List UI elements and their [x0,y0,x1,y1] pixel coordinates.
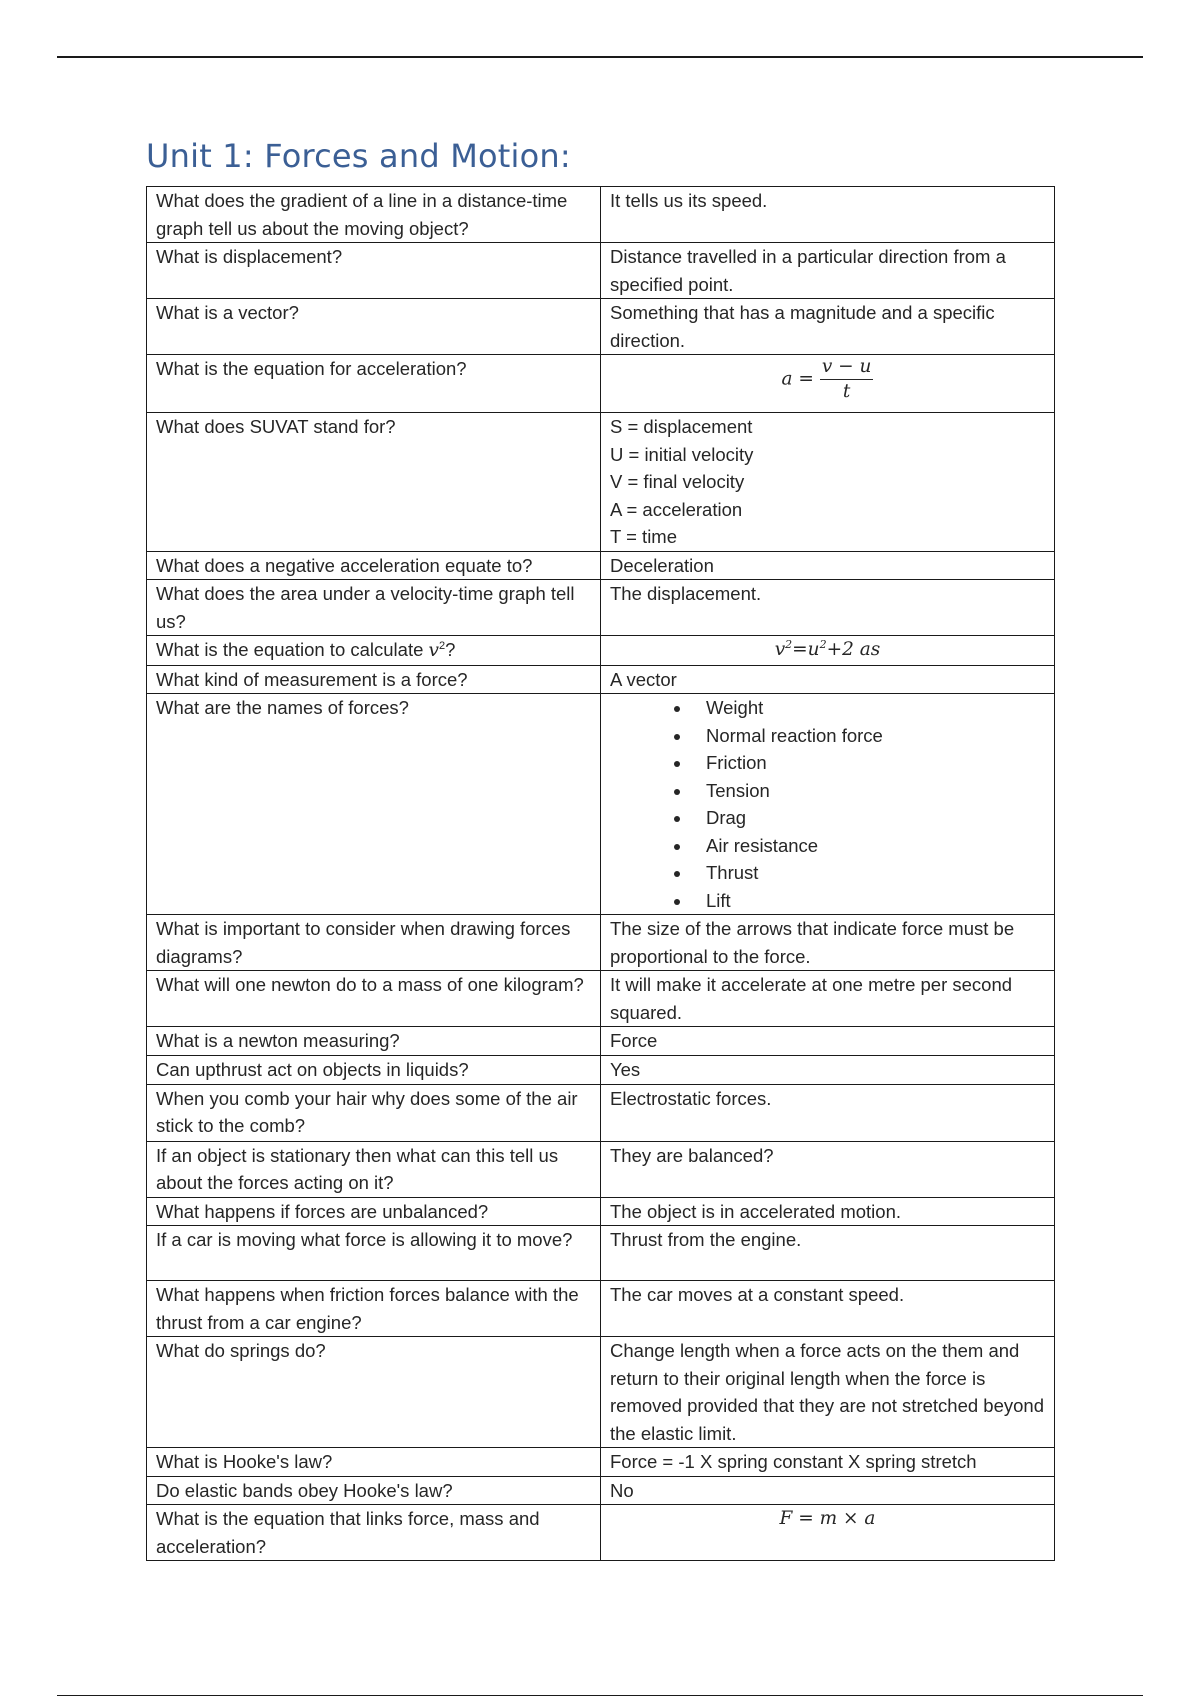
table-row [147,299,1055,355]
table-row [147,1197,1055,1226]
question-cell: What does SUVAT stand for? [147,413,601,552]
question-cell: If an object is stationary then what can this tell us about the forces acting on it? [147,1141,601,1197]
list-item: • Drag [692,804,1045,832]
suvat-line: U = initial velocity [610,443,754,465]
question-exponent: 2 [438,639,446,652]
table-row [147,355,1055,413]
list-item: • Thrust [692,859,1045,887]
question-cell: What do springs do? [147,1337,601,1448]
table-row [147,665,1055,694]
acceleration-formula [601,355,1055,413]
table-row [147,1084,1055,1141]
velocity-equation [601,636,1055,666]
table-row [147,636,1055,666]
formula-lhs: a = [781,368,814,390]
list-item: • Friction [692,749,1045,777]
question-cell: What is the equation for acceleration? [147,355,601,413]
equation-rest: +2 as [826,639,881,660]
question-cell: What is displacement? [147,243,601,299]
list-item: • Tension [692,777,1045,805]
formula-denominator: t [842,381,851,402]
question-cell: What are the names of forces? [147,694,601,915]
answer-cell: The object is in accelerated motion. [601,1197,1055,1226]
suvat-line: S = displacement [610,416,753,437]
question-cell: When you comb your hair why does some of the air stick to the comb? [147,1084,601,1141]
suvat-line: V = final velocity [610,471,745,492]
answer-cell [601,694,1055,915]
question-variable: v [428,640,439,661]
force-formula: F = m × a [601,1505,1055,1561]
question-cell: Can upthrust act on objects in liquids? [147,1056,601,1085]
answer-cell [601,413,1055,552]
question-cell [147,636,601,666]
question-cell: If a car is moving what force is allowing it to move? [147,1226,601,1281]
answer-cell: Force [601,1027,1055,1056]
answer-cell: It will make it accelerate at one metre per second squared. [601,971,1055,1027]
footer-rule [57,1695,1143,1696]
header-rule [57,56,1143,58]
table-row [147,1027,1055,1056]
equation-equals: = [792,639,808,660]
table-row [147,1056,1055,1085]
question-cell: What will one newton do to a mass of one kilogram? [147,971,601,1027]
answer-cell: The size of the arrows that indicate force must be proportional to the force. [601,915,1055,971]
table-row [147,1476,1055,1505]
table-row [147,694,1055,915]
answer-cell: The displacement. [601,580,1055,636]
question-cell: What does a negative acceleration equate to? [147,551,601,580]
list-item: • Air resistance [692,832,1045,860]
table-row [147,1337,1055,1448]
question-cell: Do elastic bands obey Hooke's law? [147,1476,601,1505]
suvat-line: T = time [610,526,677,547]
qa-table [146,186,1055,1561]
table-row [147,1226,1055,1281]
formula-fraction [820,355,874,404]
list-item: • Lift [692,887,1045,915]
answer-cell: Distance travelled in a particular direction from a specified point. [601,243,1055,299]
table-row [147,413,1055,552]
question-text-end: ? [445,639,456,660]
answer-cell: No [601,1476,1055,1505]
answer-cell: Yes [601,1056,1055,1085]
suvat-line: A = acceleration [610,498,743,520]
question-cell: What kind of measurement is a force? [147,665,601,694]
table-row [147,243,1055,299]
question-cell: What is the equation that links force, mass and acceleration? [147,1505,601,1561]
page-title: Unit 1: Forces and Motion: [146,137,571,175]
answer-cell: The car moves at a constant speed. [601,1281,1055,1337]
answer-cell: Force = -1 X spring constant X spring stretch [601,1448,1055,1477]
question-cell: What is a newton measuring? [147,1027,601,1056]
formula-numerator: v − u [820,355,874,380]
table-row [147,551,1055,580]
table-row [147,915,1055,971]
question-cell: What does the area under a velocity-time graph tell us? [147,580,601,636]
answer-cell: Change length when a force acts on the them and return to their original length when the force is removed provided that they are not stretched beyond the elastic limit. [601,1337,1055,1448]
table-row [147,187,1055,243]
forces-list [610,694,1045,914]
table-row [147,1505,1055,1561]
question-cell: What does the gradient of a line in a distance-time graph tell us about the moving object? [147,187,601,243]
question-cell: What is important to consider when drawing forces diagrams? [147,915,601,971]
question-cell: What happens if forces are unbalanced? [147,1197,601,1226]
list-item: • Normal reaction force [692,722,1045,750]
question-text: What is the equation to calculate [156,639,429,660]
table-row [147,1281,1055,1337]
question-cell: What happens when friction forces balance with the thrust from a car engine? [147,1281,601,1337]
list-item: • Weight [692,694,1045,722]
answer-cell: Deceleration [601,551,1055,580]
equation-v-exponent: 2 [785,637,793,651]
answer-cell: A vector [601,665,1055,694]
table-row [147,1448,1055,1477]
equation-u: u [807,639,820,660]
question-cell: What is a vector? [147,299,601,355]
answer-cell: Thrust from the engine. [601,1226,1055,1281]
equation-u-exponent: 2 [819,637,827,651]
table-row [147,1141,1055,1197]
table-row [147,580,1055,636]
answer-cell: They are balanced? [601,1141,1055,1197]
answer-cell: Something that has a magnitude and a specific direction. [601,299,1055,355]
table-row [147,971,1055,1027]
answer-cell: It tells us its speed. [601,187,1055,243]
answer-cell: Electrostatic forces. [601,1084,1055,1141]
equation-v: v [774,639,786,660]
question-cell: What is Hooke's law? [147,1448,601,1477]
